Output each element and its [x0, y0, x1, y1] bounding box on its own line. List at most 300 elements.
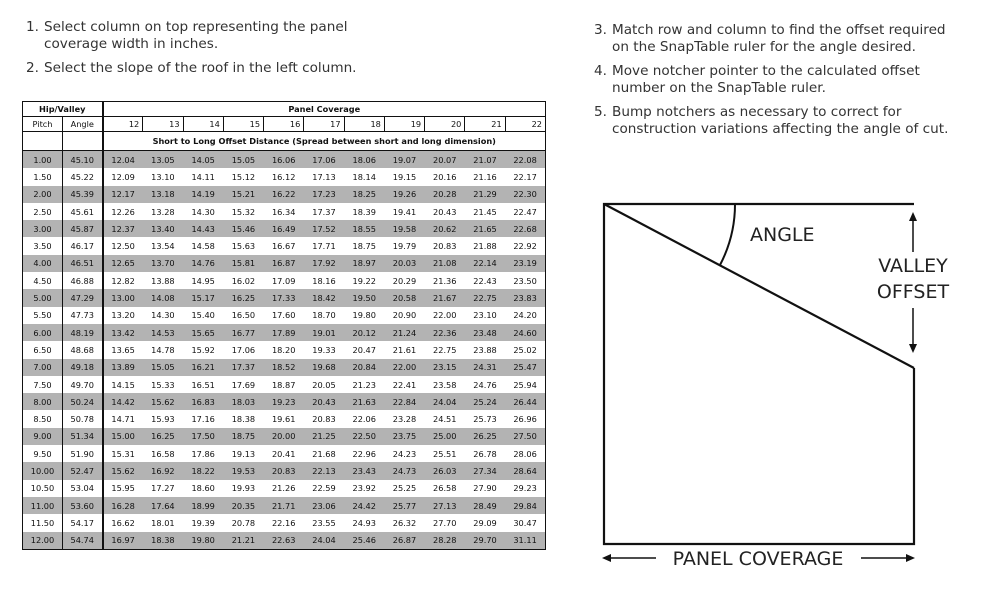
offset-cell: 13.54	[151, 241, 175, 252]
table-row	[23, 462, 546, 479]
offset-cell: 21.63	[344, 393, 384, 410]
offset-cell: 17.23	[304, 186, 344, 203]
table-row	[23, 272, 546, 289]
offset-cell: 22.92	[513, 241, 537, 252]
pitch-cell: 8.00	[23, 393, 63, 410]
instruction-step	[594, 63, 964, 97]
valley-diagram	[596, 196, 966, 586]
offset-cell: 18.42	[304, 289, 344, 306]
instruction-step	[26, 19, 406, 53]
angle-cell: 50.24	[63, 393, 103, 410]
offset-cell: 22.13	[304, 462, 344, 479]
offset-cell: 20.29	[392, 275, 417, 286]
angle-cell: 54.74	[63, 532, 103, 550]
table-row	[23, 220, 546, 237]
step-number: 2.	[26, 60, 39, 76]
offset-cell: 14.30	[151, 310, 175, 321]
offset-cell: 14.53	[143, 324, 183, 341]
offset-cell: 21.24	[384, 324, 424, 341]
coverage-header-cell: 20	[425, 117, 465, 132]
pitch-cell: 10.00	[23, 462, 63, 479]
caption-row	[23, 132, 546, 151]
table-row	[23, 480, 546, 497]
offset-cell: 15.17	[183, 289, 223, 306]
offset-cell: 16.25	[223, 289, 263, 306]
offset-cell: 20.83	[312, 414, 336, 425]
offset-cell: 24.60	[505, 324, 545, 341]
offset-cell: 17.06	[304, 151, 344, 169]
step-text: Select column on top representing the panel coverage width in inches.	[44, 19, 348, 52]
offset-cell: 20.03	[384, 255, 424, 272]
table-row	[23, 341, 546, 358]
offset-cell: 21.88	[473, 241, 497, 252]
pitch-cell: 4.50	[23, 272, 63, 289]
offset-cell: 12.26	[111, 206, 135, 217]
table-row	[23, 445, 546, 462]
offset-cell: 26.87	[384, 532, 424, 550]
offset-cell: 20.16	[433, 171, 457, 182]
offset-cell: 22.50	[344, 428, 384, 445]
coverage-header-cell: 14	[183, 117, 223, 132]
panel-coverage-header: Panel Coverage	[103, 102, 546, 117]
offset-cell: 16.22	[264, 186, 304, 203]
offset-cell: 19.41	[392, 206, 417, 217]
pitch-cell: 9.50	[23, 445, 63, 462]
coverage-header-cell: 15	[223, 117, 263, 132]
offset-cell: 18.39	[352, 206, 376, 217]
offset-cell: 13.42	[103, 324, 143, 341]
table-body	[23, 151, 546, 550]
offset-cell: 22.00	[433, 310, 457, 321]
coverage-header-cell: 12	[103, 117, 143, 132]
offset-cell: 13.40	[143, 220, 183, 237]
arrow-left-icon	[602, 554, 611, 562]
offset-cell: 13.00	[103, 289, 143, 306]
offset-cell: 21.68	[312, 448, 336, 459]
offset-cell: 25.77	[384, 497, 424, 514]
pitch-cell: 12.00	[23, 532, 63, 550]
offset-cell: 17.09	[271, 275, 296, 286]
pitch-cell: 3.00	[23, 220, 63, 237]
valley-label: VALLEY	[878, 255, 948, 277]
offset-cell: 23.50	[513, 275, 537, 286]
offset-cell: 19.58	[384, 220, 424, 237]
offset-cell: 27.90	[473, 483, 497, 494]
offset-cell: 18.20	[271, 344, 296, 355]
offset-cell: 14.05	[183, 151, 223, 169]
offset-cell: 13.10	[151, 171, 175, 182]
offset-cell: 29.84	[505, 497, 545, 514]
offset-cell: 16.97	[103, 532, 143, 550]
table-row	[23, 255, 546, 272]
pitch-cell: 4.00	[23, 255, 63, 272]
offset-cell: 25.73	[473, 414, 497, 425]
offset-cell: 23.75	[384, 428, 424, 445]
offset-cell: 12.82	[111, 275, 135, 286]
offset-cell: 18.99	[183, 497, 223, 514]
offset-cell: 15.21	[223, 186, 263, 203]
offset-cell: 20.05	[312, 379, 336, 390]
offset-cell: 12.17	[103, 186, 143, 203]
angle-cell: 47.73	[63, 307, 103, 324]
pitch-cell: 8.50	[23, 410, 63, 427]
offset-cell: 19.22	[352, 275, 376, 286]
table-row	[23, 203, 546, 220]
offset-cell: 17.60	[271, 310, 296, 321]
pitch-cell: 11.00	[23, 497, 63, 514]
offset-cell: 16.12	[271, 171, 296, 182]
offset-cell: 26.78	[473, 448, 497, 459]
table-row	[23, 393, 546, 410]
offset-cell: 18.25	[344, 186, 384, 203]
offset-cell: 19.07	[384, 151, 424, 169]
coverage-header-cell: 22	[505, 117, 545, 132]
offset-cell: 15.05	[143, 359, 183, 376]
offset-cell: 31.11	[505, 532, 545, 550]
offset-cell: 23.88	[473, 344, 497, 355]
angle-cell: 51.34	[63, 428, 103, 445]
offset-cell: 16.21	[183, 359, 223, 376]
offset-cell: 15.33	[151, 379, 175, 390]
offset-cell: 26.58	[433, 483, 457, 494]
offset-cell: 20.62	[425, 220, 465, 237]
offset-cell: 29.70	[465, 532, 505, 550]
offset-cell: 23.83	[505, 289, 545, 306]
offset-cell: 18.06	[344, 151, 384, 169]
angle-cell: 45.39	[63, 186, 103, 203]
coverage-header-cell: 17	[304, 117, 344, 132]
coverage-header-row	[23, 117, 546, 132]
pitch-cell: 5.00	[23, 289, 63, 306]
offset-cell: 18.16	[312, 275, 336, 286]
offset-cell: 15.65	[183, 324, 223, 341]
offset-caption: Short to Long Offset Distance (Spread between short and long dimension)	[103, 132, 546, 151]
offset-cell: 22.08	[505, 151, 545, 169]
offset-cell: 24.93	[352, 517, 376, 528]
angle-cell: 51.90	[63, 445, 103, 462]
offset-cell: 21.65	[465, 220, 505, 237]
offset-cell: 22.75	[465, 289, 505, 306]
offset-cell: 17.50	[183, 428, 223, 445]
offset-cell: 29.09	[473, 517, 497, 528]
offset-cell: 27.34	[465, 462, 505, 479]
offset-cell: 19.80	[352, 310, 376, 321]
offset-cell: 15.12	[231, 171, 256, 182]
offset-cell: 19.93	[231, 483, 256, 494]
offset-cell: 16.50	[231, 310, 256, 321]
offset-cell: 16.92	[143, 462, 183, 479]
table-row	[23, 289, 546, 306]
offset-cell: 22.59	[312, 483, 336, 494]
angle-cell: 53.04	[63, 480, 103, 497]
offset-cell: 20.12	[344, 324, 384, 341]
offset-cell: 21.45	[473, 206, 497, 217]
offset-cell: 26.03	[425, 462, 465, 479]
offset-cell: 14.58	[191, 241, 215, 252]
coverage-header-cell: 19	[384, 117, 424, 132]
pitch-cell: 9.00	[23, 428, 63, 445]
step-number: 3.	[594, 22, 607, 38]
arrow-up-icon	[909, 212, 917, 221]
offset-cell: 21.71	[264, 497, 304, 514]
offset-cell: 23.92	[352, 483, 376, 494]
offset-cell: 19.68	[304, 359, 344, 376]
offset-cell: 29.23	[513, 483, 537, 494]
offset-cell: 24.76	[473, 379, 497, 390]
offset-cell: 15.63	[231, 241, 256, 252]
offset-cell: 22.43	[473, 275, 497, 286]
offset-cell: 19.26	[384, 186, 424, 203]
offset-cell: 18.97	[344, 255, 384, 272]
offset-cell: 21.21	[223, 532, 263, 550]
offset-cell: 12.65	[103, 255, 143, 272]
coverage-header-cell: 13	[143, 117, 183, 132]
step-number: 1.	[26, 19, 39, 35]
offset-cell: 24.20	[513, 310, 537, 321]
offset-cell: 21.61	[392, 344, 417, 355]
offset-cell: 15.32	[231, 206, 256, 217]
offset-cell: 18.03	[223, 393, 263, 410]
offset-cell: 21.07	[465, 151, 505, 169]
table-row	[23, 151, 546, 169]
offset-cell: 12.04	[103, 151, 143, 169]
offset-cell: 15.40	[191, 310, 215, 321]
offset-cell: 15.93	[151, 414, 175, 425]
offset-cell: 16.06	[264, 151, 304, 169]
pitch-cell: 1.00	[23, 151, 63, 169]
offset-cell: 25.00	[425, 428, 465, 445]
offset-cell: 17.06	[231, 344, 256, 355]
pitch-cell: 2.50	[23, 203, 63, 220]
panel-outline	[604, 204, 914, 544]
offset-cell: 24.51	[433, 414, 457, 425]
instructions-right	[594, 22, 964, 145]
instruction-step	[26, 60, 406, 77]
coverage-header-cell: 21	[465, 117, 505, 132]
offset-cell: 16.67	[271, 241, 296, 252]
offset-cell: 27.50	[505, 428, 545, 445]
offset-cell: 18.38	[231, 414, 256, 425]
offset-cell: 13.70	[143, 255, 183, 272]
angle-cell: 46.51	[63, 255, 103, 272]
offset-cell: 17.92	[304, 255, 344, 272]
offset-cell: 18.52	[264, 359, 304, 376]
offset-cell: 22.16	[271, 517, 296, 528]
pitch-cell: 7.50	[23, 376, 63, 393]
offset-cell: 13.18	[143, 186, 183, 203]
offset-cell: 12.37	[103, 220, 143, 237]
offset-cell: 22.68	[505, 220, 545, 237]
offset-cell: 17.69	[231, 379, 256, 390]
angle-cell: 48.68	[63, 341, 103, 358]
offset-cell: 23.06	[304, 497, 344, 514]
offset-cell: 28.28	[425, 532, 465, 550]
offset-cell: 17.27	[151, 483, 175, 494]
pitch-header: Pitch	[23, 117, 63, 132]
table-row	[23, 237, 546, 254]
offset-cell: 13.88	[151, 275, 175, 286]
offset-cell: 23.19	[505, 255, 545, 272]
offset-cell: 25.94	[513, 379, 537, 390]
offset-cell: 18.60	[191, 483, 215, 494]
offset-cell: 17.37	[312, 206, 336, 217]
offset-cell: 21.29	[465, 186, 505, 203]
table-row	[23, 497, 546, 514]
offset-cell: 22.30	[505, 186, 545, 203]
offset-cell: 22.06	[352, 414, 376, 425]
offset-cell: 13.05	[143, 151, 183, 169]
offset-cell: 23.28	[392, 414, 417, 425]
offset-cell: 24.04	[304, 532, 344, 550]
offset-cell: 26.96	[513, 414, 537, 425]
offset-cell: 17.16	[191, 414, 215, 425]
angle-cell: 47.29	[63, 289, 103, 306]
instructions-left	[26, 19, 406, 84]
angle-cell: 45.87	[63, 220, 103, 237]
offset-cell: 20.78	[231, 517, 256, 528]
offset-cell: 22.84	[384, 393, 424, 410]
offset-cell: 19.50	[344, 289, 384, 306]
offset-cell: 18.55	[344, 220, 384, 237]
offset-cell: 12.50	[111, 241, 135, 252]
offset-cell: 14.71	[111, 414, 135, 425]
pitch-cell: 1.50	[23, 168, 63, 185]
offset-cell: 18.70	[312, 310, 336, 321]
offset-cell: 18.14	[352, 171, 376, 182]
offset-cell: 24.73	[384, 462, 424, 479]
pitch-cell: 7.00	[23, 359, 63, 376]
offset-cell: 26.32	[392, 517, 417, 528]
angle-cell: 50.78	[63, 410, 103, 427]
panel-coverage-label: PANEL COVERAGE	[672, 548, 844, 570]
arrow-down-icon	[909, 344, 917, 353]
offset-cell: 20.47	[352, 344, 376, 355]
table-row	[23, 410, 546, 427]
table-row	[23, 376, 546, 393]
offset-cell: 18.87	[271, 379, 296, 390]
offset-cell: 16.25	[143, 428, 183, 445]
offset-cell: 17.71	[312, 241, 336, 252]
offset-cell: 14.78	[151, 344, 175, 355]
offset-cell: 14.19	[183, 186, 223, 203]
offset-cell: 15.31	[111, 448, 135, 459]
offset-cell: 14.30	[191, 206, 215, 217]
offset-cell: 18.75	[352, 241, 376, 252]
offset-cell: 15.46	[223, 220, 263, 237]
offset-cell: 30.47	[513, 517, 537, 528]
angle-cell: 54.17	[63, 514, 103, 531]
offset-table	[22, 101, 546, 550]
angle-arc	[720, 204, 735, 265]
offset-cell: 25.24	[465, 393, 505, 410]
offset-cell: 16.28	[103, 497, 143, 514]
offset-cell: 19.23	[264, 393, 304, 410]
offset-cell: 28.06	[513, 448, 537, 459]
angle-cell: 45.22	[63, 168, 103, 185]
offset-cell: 23.15	[425, 359, 465, 376]
offset-cell: 24.23	[392, 448, 417, 459]
offset-cell: 24.42	[344, 497, 384, 514]
angle-header: Angle	[63, 117, 103, 132]
offset-cell: 23.10	[473, 310, 497, 321]
offset-cell: 22.14	[465, 255, 505, 272]
offset-cell: 18.38	[143, 532, 183, 550]
offset-cell: 13.65	[111, 344, 135, 355]
offset-cell: 20.83	[433, 241, 457, 252]
offset-cell: 19.33	[312, 344, 336, 355]
pitch-cell: 5.50	[23, 307, 63, 324]
offset-cell: 14.15	[111, 379, 135, 390]
offset-cell: 19.80	[183, 532, 223, 550]
offset-cell: 20.28	[425, 186, 465, 203]
offset-cell: 14.76	[183, 255, 223, 272]
offset-cell: 18.22	[183, 462, 223, 479]
offset-cell: 19.39	[191, 517, 215, 528]
table-row	[23, 532, 546, 550]
offset-cell: 26.44	[505, 393, 545, 410]
step-text: Select the slope of the roof in the left column.	[44, 60, 357, 76]
angle-cell: 52.47	[63, 462, 103, 479]
step-number: 5.	[594, 104, 607, 120]
pitch-cell: 6.00	[23, 324, 63, 341]
offset-cell: 20.83	[264, 462, 304, 479]
offset-cell: 17.86	[191, 448, 215, 459]
offset-cell: 18.75	[223, 428, 263, 445]
offset-cell: 13.89	[103, 359, 143, 376]
offset-cell: 22.00	[384, 359, 424, 376]
offset-cell: 17.33	[264, 289, 304, 306]
angle-cell: 53.60	[63, 497, 103, 514]
offset-cell: 15.81	[223, 255, 263, 272]
offset-cell: 17.89	[264, 324, 304, 341]
coverage-header-cell: 16	[264, 117, 304, 132]
offset-cell: 13.20	[111, 310, 135, 321]
offset-cell: 16.02	[231, 275, 256, 286]
pitch-cell: 11.50	[23, 514, 63, 531]
offset-cell: 23.43	[344, 462, 384, 479]
offset-cell: 16.83	[183, 393, 223, 410]
coverage-header-cell: 18	[344, 117, 384, 132]
offset-cell: 15.62	[103, 462, 143, 479]
offset-cell: 14.43	[183, 220, 223, 237]
offset-cell: 22.17	[513, 171, 537, 182]
instruction-step	[594, 104, 964, 138]
step-text: Move notcher pointer to the calculated offset number on the SnapTable ruler.	[612, 63, 920, 96]
offset-label: OFFSET	[876, 281, 950, 303]
pitch-cell: 10.50	[23, 480, 63, 497]
offset-cell: 16.49	[264, 220, 304, 237]
offset-cell: 17.64	[143, 497, 183, 514]
offset-cell: 21.23	[352, 379, 376, 390]
offset-cell: 22.75	[433, 344, 457, 355]
pitch-cell: 3.50	[23, 237, 63, 254]
arrow-right-icon	[906, 554, 915, 562]
instruction-step	[594, 22, 964, 56]
pitch-cell: 6.50	[23, 341, 63, 358]
offset-cell: 15.95	[111, 483, 135, 494]
offset-cell: 17.13	[312, 171, 336, 182]
offset-cell: 15.00	[103, 428, 143, 445]
table-header-row	[23, 102, 546, 117]
offset-cell: 27.13	[425, 497, 465, 514]
step-text: Match row and column to find the offset required on the SnapTable ruler for the angle desired.	[612, 22, 946, 55]
offset-cell: 20.58	[384, 289, 424, 306]
table-row	[23, 186, 546, 203]
step-text: Bump notchers as necessary to correct for construction variations affecting the angle of cut.	[612, 104, 949, 137]
offset-cell: 25.46	[344, 532, 384, 550]
offset-cell: 16.34	[271, 206, 296, 217]
offset-cell: 21.36	[433, 275, 457, 286]
